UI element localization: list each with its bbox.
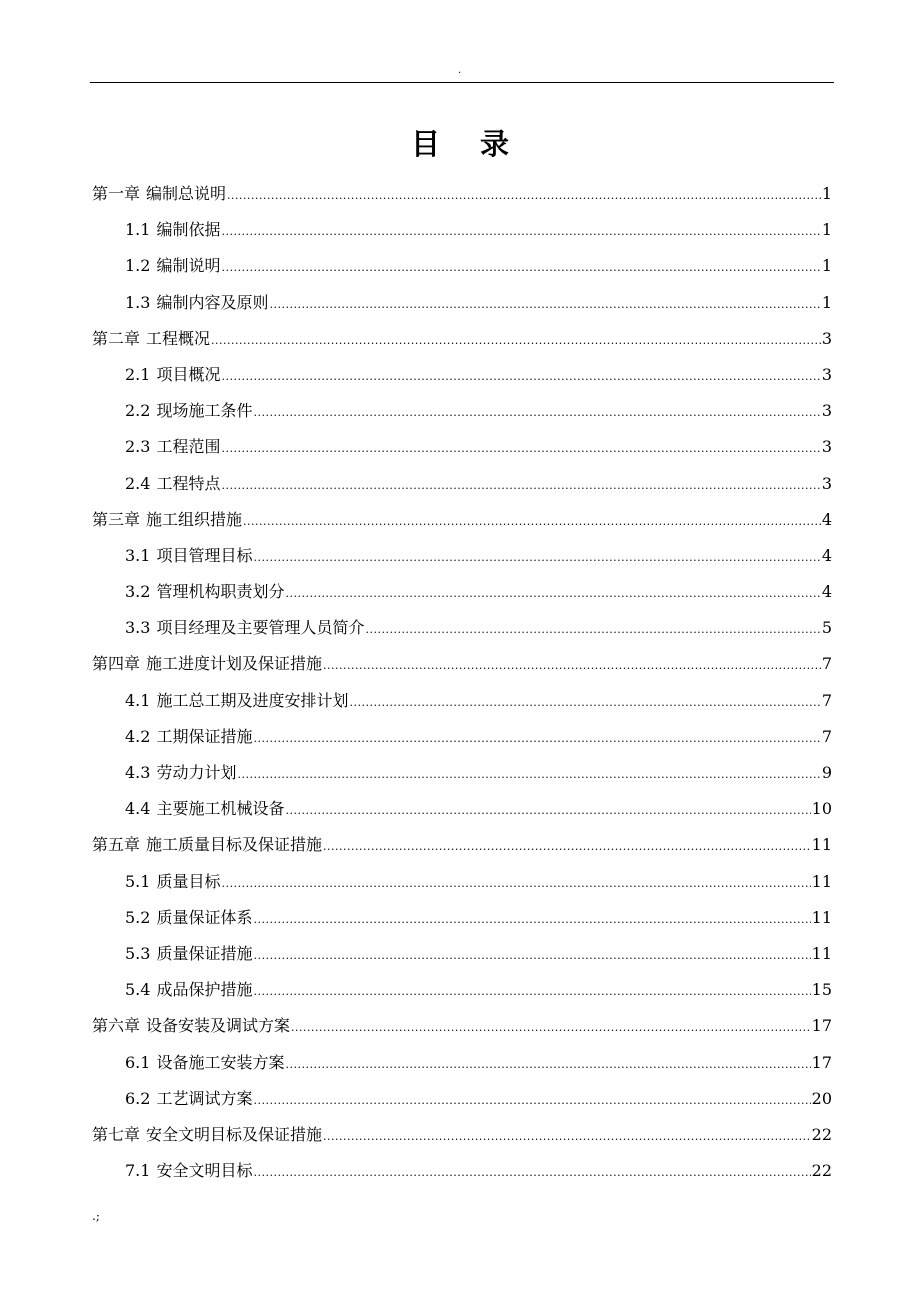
toc-dot-leader: [253, 974, 810, 1010]
toc-dot-leader: [323, 829, 811, 865]
toc-entry-number: 2.1: [125, 364, 151, 384]
toc-dot-leader: [227, 178, 821, 214]
toc-entry-title: 项目管理目标: [156, 545, 253, 565]
toc-page-number: 1: [821, 292, 832, 312]
toc-entry-title: 设备安装及调试方案: [146, 1016, 291, 1036]
toc-section-entry[interactable]: [92, 864, 832, 900]
toc-entry-number: 2.2: [125, 401, 151, 421]
toc-dot-leader: [237, 757, 820, 793]
toc-entry-number: 4.4: [125, 799, 151, 819]
toc-dot-leader: [221, 431, 820, 467]
toc-page-number: 1: [821, 256, 832, 276]
toc-section-entry[interactable]: [92, 683, 832, 719]
toc-page-number: 10: [811, 799, 832, 819]
toc-entry-label: [125, 393, 252, 429]
header-mark: .: [458, 65, 462, 76]
toc-entry-title: 项目概况: [156, 364, 221, 384]
toc-entry-title: 施工进度计划及保证措施: [146, 654, 323, 674]
toc-entry-title: 编制说明: [156, 256, 221, 276]
toc-entry-label: [125, 285, 268, 321]
toc-entry-number: 2.3: [125, 437, 151, 457]
toc-entry-title: 安全文明目标及保证措施: [146, 1124, 323, 1144]
toc-section-entry[interactable]: [92, 212, 832, 248]
toc-entry-number: 3.1: [125, 545, 151, 565]
toc-entry-number: 第三章: [92, 509, 141, 529]
toc-page-number: 3: [821, 473, 832, 493]
toc-section-entry[interactable]: [92, 1153, 832, 1189]
toc-entry-label: [92, 646, 322, 682]
toc-page-number: 22: [811, 1161, 832, 1181]
toc-entry-title: 工期保证措施: [156, 726, 253, 746]
toc-entry-title: 工艺调试方案: [156, 1088, 253, 1108]
toc-section-entry[interactable]: [92, 1081, 832, 1117]
toc-dot-leader: [285, 793, 810, 829]
toc-entry-title: 编制依据: [156, 220, 221, 240]
toc-entry-number: 第六章: [92, 1016, 141, 1036]
toc-entry-number: 1.3: [125, 292, 151, 312]
toc-entry-label: [125, 972, 252, 1008]
toc-entry-label: [125, 1153, 252, 1189]
toc-entry-number: 第五章: [92, 835, 141, 855]
toc-entry-number: 1.2: [125, 256, 151, 276]
toc-entry-label: [125, 538, 252, 574]
toc-page-number: 9: [821, 763, 832, 782]
toc-entry-title: 成品保护措施: [156, 980, 253, 1000]
toc-dot-leader: [253, 1083, 810, 1119]
footer-mark: .;: [92, 1209, 100, 1223]
toc-entry-label: [125, 574, 284, 610]
toc-section-entry[interactable]: [92, 1045, 832, 1081]
toc-entry-title: 工程概况: [146, 328, 211, 348]
toc-page-number: 11: [811, 871, 832, 891]
toc-entry-label: [125, 429, 220, 465]
toc-dot-leader: [253, 902, 810, 938]
toc-page-number: 4: [821, 509, 832, 529]
toc-dot-leader: [285, 576, 820, 612]
toc-section-entry[interactable]: [92, 429, 832, 465]
toc-entry-number: 5.3: [125, 943, 151, 963]
toc-page-number: 11: [811, 835, 832, 855]
toc-page-number: 15: [811, 980, 832, 1000]
toc-page-number: 7: [821, 690, 832, 710]
table-of-contents: [92, 176, 832, 1189]
toc-entry-label: [125, 1081, 252, 1117]
toc-section-entry[interactable]: [92, 755, 832, 791]
toc-entry-label: [125, 357, 220, 393]
toc-entry-title: 安全文明目标: [156, 1161, 253, 1181]
toc-entry-number: 2.4: [125, 473, 151, 493]
toc-dot-leader: [221, 359, 820, 395]
toc-section-entry[interactable]: [92, 574, 832, 610]
toc-entry-title: 施工总工期及进度安排计划: [156, 690, 349, 710]
toc-entry-label: [92, 1117, 322, 1153]
toc-page-number: 4: [821, 582, 832, 602]
toc-dot-leader: [253, 721, 820, 757]
toc-page-number: 3: [821, 328, 832, 348]
toc-dot-leader: [253, 938, 810, 974]
toc-section-entry[interactable]: [92, 900, 832, 936]
toc-section-entry[interactable]: [92, 248, 832, 284]
toc-entry-label: [125, 212, 220, 248]
toc-entry-number: 5.2: [125, 907, 151, 927]
toc-entry-number: 5.4: [125, 980, 151, 1000]
toc-section-entry[interactable]: [92, 285, 832, 321]
toc-entry-label: [125, 864, 220, 900]
toc-page-number: 20: [811, 1088, 832, 1108]
header-rule: [90, 82, 834, 83]
toc-entry-title: 编制内容及原则: [156, 292, 269, 312]
toc-entry-title: 设备施工安装方案: [156, 1052, 285, 1072]
toc-page-number: 7: [821, 726, 832, 746]
toc-page-number: 17: [811, 1052, 832, 1072]
toc-section-entry[interactable]: [92, 466, 832, 502]
toc-entry-number: 6.2: [125, 1088, 151, 1108]
toc-entry-label: [92, 1008, 290, 1044]
toc-entry-number: 4.3: [125, 763, 151, 782]
toc-entry-label: [125, 683, 348, 719]
toc-page-number: 3: [821, 401, 832, 421]
toc-page-number: 3: [821, 364, 832, 384]
toc-page-number: 1: [821, 184, 832, 203]
toc-section-entry[interactable]: [92, 791, 832, 827]
toc-chapter-entry[interactable]: [92, 502, 832, 538]
toc-page-number: 3: [821, 437, 832, 457]
toc-entry-title: 施工质量目标及保证措施: [146, 835, 323, 855]
toc-entry-number: 第四章: [92, 654, 141, 674]
toc-page-number: 4: [821, 545, 832, 565]
toc-chapter-entry[interactable]: [92, 176, 832, 212]
toc-section-entry[interactable]: [92, 610, 832, 646]
toc-dot-leader: [365, 612, 820, 648]
toc-chapter-entry[interactable]: [92, 646, 832, 682]
toc-dot-leader: [211, 323, 821, 359]
toc-entry-number: 4.2: [125, 726, 151, 746]
toc-entry-label: [125, 466, 220, 502]
toc-entry-number: 5.1: [125, 871, 151, 891]
toc-chapter-entry[interactable]: [92, 1117, 832, 1153]
toc-entry-label: [125, 610, 364, 646]
toc-page-number: 11: [811, 907, 832, 927]
toc-page-number: 11: [811, 943, 832, 963]
toc-entry-title: 劳动力计划: [156, 763, 237, 782]
toc-page-number: 1: [821, 220, 832, 240]
toc-entry-title: 现场施工条件: [156, 401, 253, 421]
toc-dot-leader: [221, 214, 820, 250]
toc-entry-number: 7.1: [125, 1161, 151, 1181]
toc-entry-title: 工程范围: [156, 437, 221, 457]
toc-dot-leader: [323, 1119, 811, 1155]
toc-dot-leader: [323, 648, 821, 684]
toc-dot-leader: [253, 1155, 810, 1191]
toc-entry-number: 第二章: [92, 328, 141, 348]
toc-dot-leader: [269, 287, 820, 323]
toc-entry-title: 施工组织措施: [146, 509, 243, 529]
toc-entry-label: [125, 755, 236, 791]
toc-section-entry[interactable]: [92, 538, 832, 574]
toc-entry-label: [125, 791, 284, 827]
toc-entry-number: 第七章: [92, 1124, 141, 1144]
toc-dot-leader: [253, 395, 820, 431]
toc-dot-leader: [221, 250, 820, 286]
toc-page-number: 7: [821, 654, 832, 674]
toc-dot-leader: [285, 1047, 810, 1083]
toc-page-number: 22: [811, 1124, 832, 1144]
toc-entry-title: 主要施工机械设备: [156, 799, 285, 819]
toc-entry-label: [125, 248, 220, 284]
toc-entry-number: 1.1: [125, 220, 151, 240]
toc-entry-label: [92, 176, 226, 212]
toc-section-entry[interactable]: [92, 936, 832, 972]
toc-chapter-entry[interactable]: [92, 1008, 832, 1044]
toc-entry-number: 6.1: [125, 1052, 151, 1072]
toc-entry-label: [125, 936, 252, 972]
toc-entry-number: 4.1: [125, 690, 151, 710]
toc-page-number: 17: [811, 1016, 832, 1036]
toc-entry-label: [125, 719, 252, 755]
toc-entry-title: 编制总说明: [146, 184, 227, 203]
toc-entry-title: 质量保证体系: [156, 907, 253, 927]
toc-entry-label: [92, 827, 322, 863]
page-title: 目录: [410, 127, 549, 161]
toc-entry-title: 质量保证措施: [156, 943, 253, 963]
toc-dot-leader: [221, 866, 810, 902]
toc-section-entry[interactable]: [92, 972, 832, 1008]
toc-entry-title: 管理机构职责划分: [156, 582, 285, 602]
toc-chapter-entry[interactable]: [92, 321, 832, 357]
toc-entry-label: [92, 502, 242, 538]
toc-page-number: 5: [821, 618, 832, 638]
toc-entry-number: 第一章: [92, 184, 141, 203]
toc-dot-leader: [243, 504, 821, 540]
toc-section-entry[interactable]: [92, 719, 832, 755]
toc-section-entry[interactable]: [92, 393, 832, 429]
toc-entry-label: [125, 900, 252, 936]
toc-entry-label: [125, 1045, 284, 1081]
toc-chapter-entry[interactable]: [92, 827, 832, 863]
toc-dot-leader: [221, 468, 820, 504]
toc-entry-title: 质量目标: [156, 871, 221, 891]
toc-entry-title: 项目经理及主要管理人员简介: [156, 618, 365, 638]
toc-dot-leader: [349, 685, 820, 721]
toc-entry-number: 3.2: [125, 582, 151, 602]
toc-entry-number: 3.3: [125, 618, 151, 638]
toc-entry-label: [92, 321, 210, 357]
toc-dot-leader: [253, 540, 820, 576]
toc-section-entry[interactable]: [92, 357, 832, 393]
toc-entry-title: 工程特点: [156, 473, 221, 493]
toc-dot-leader: [291, 1010, 811, 1046]
